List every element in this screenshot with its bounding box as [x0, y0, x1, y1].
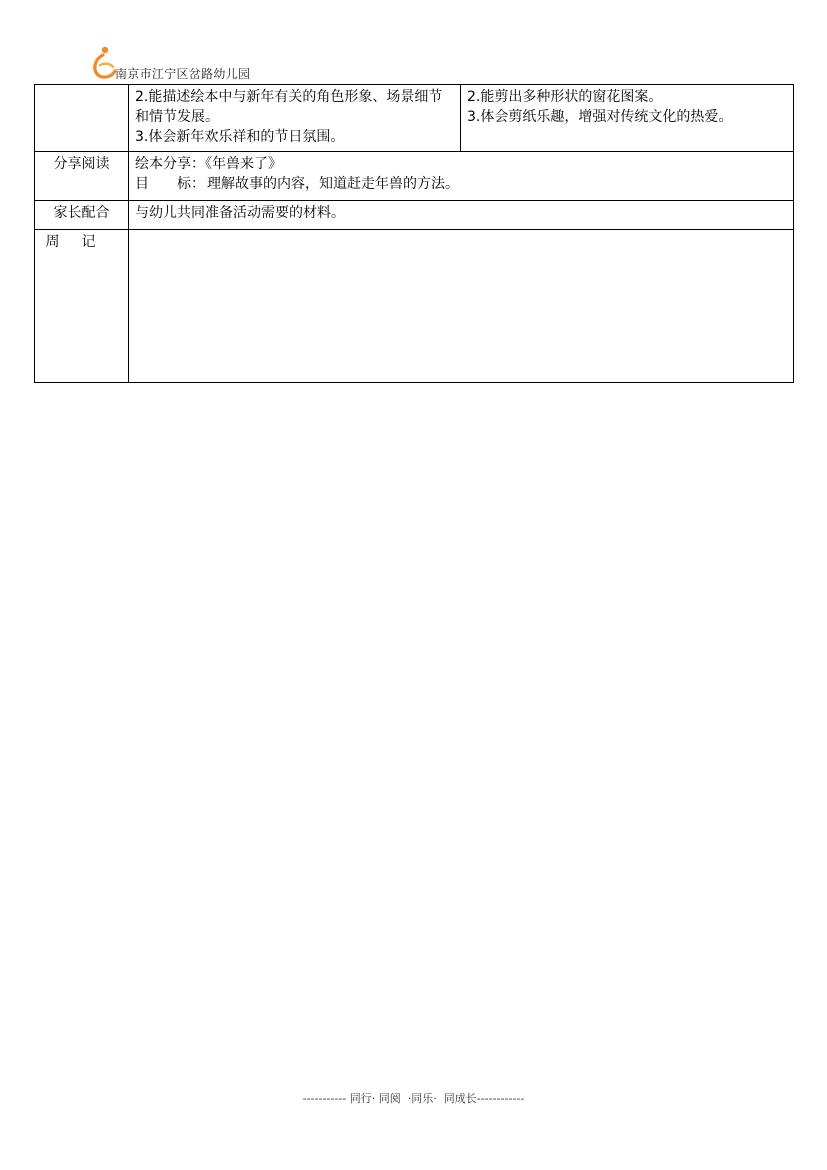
book-title-line: 绘本分享：《年兽来了》: [135, 156, 282, 172]
goals-right-cell: [461, 85, 794, 152]
goal-left-item: 3.体会新年欢乐祥和的节日氛围。: [135, 129, 345, 145]
reading-goal-key: 目 标：: [135, 176, 205, 192]
reading-goal-line: [135, 174, 787, 194]
goal-right-item: 3.体会剪纸乐趣，增强对传统文化的热爱。: [467, 109, 733, 125]
goals-row-label: [35, 85, 129, 152]
goal-left-item: 2.能描述绘本中与新年有关的角色形象、场景细节和情节发展。: [135, 89, 443, 125]
reading-row: [35, 152, 794, 201]
reading-goal-text: 理解故事的内容，知道赶走年兽的方法。: [207, 176, 459, 192]
page-header: [90, 45, 310, 81]
weekly-notes-label: 周记: [35, 230, 129, 383]
weekly-notes-row: [35, 230, 794, 383]
reading-row-label: 分享阅读: [35, 152, 129, 201]
weekly-notes-content[interactable]: [129, 230, 794, 383]
parent-content-cell: 与幼儿共同准备活动需要的材料。: [129, 201, 794, 230]
parent-row-label: 家长配合: [35, 201, 129, 230]
goal-right-item: 2.能剪出多种形状的窗花图案。: [467, 89, 663, 105]
page-footer-slogan: ----------- 同行· 同阅 ·同乐· 同成长------------: [302, 1092, 525, 1105]
goals-left-cell: [129, 85, 461, 152]
weekly-plan-table: [34, 84, 794, 383]
parent-row: [35, 201, 794, 230]
reading-content-cell: [129, 152, 794, 201]
goals-row: [35, 85, 794, 152]
school-name: 南京市江宁区岔路幼儿园: [115, 67, 251, 81]
